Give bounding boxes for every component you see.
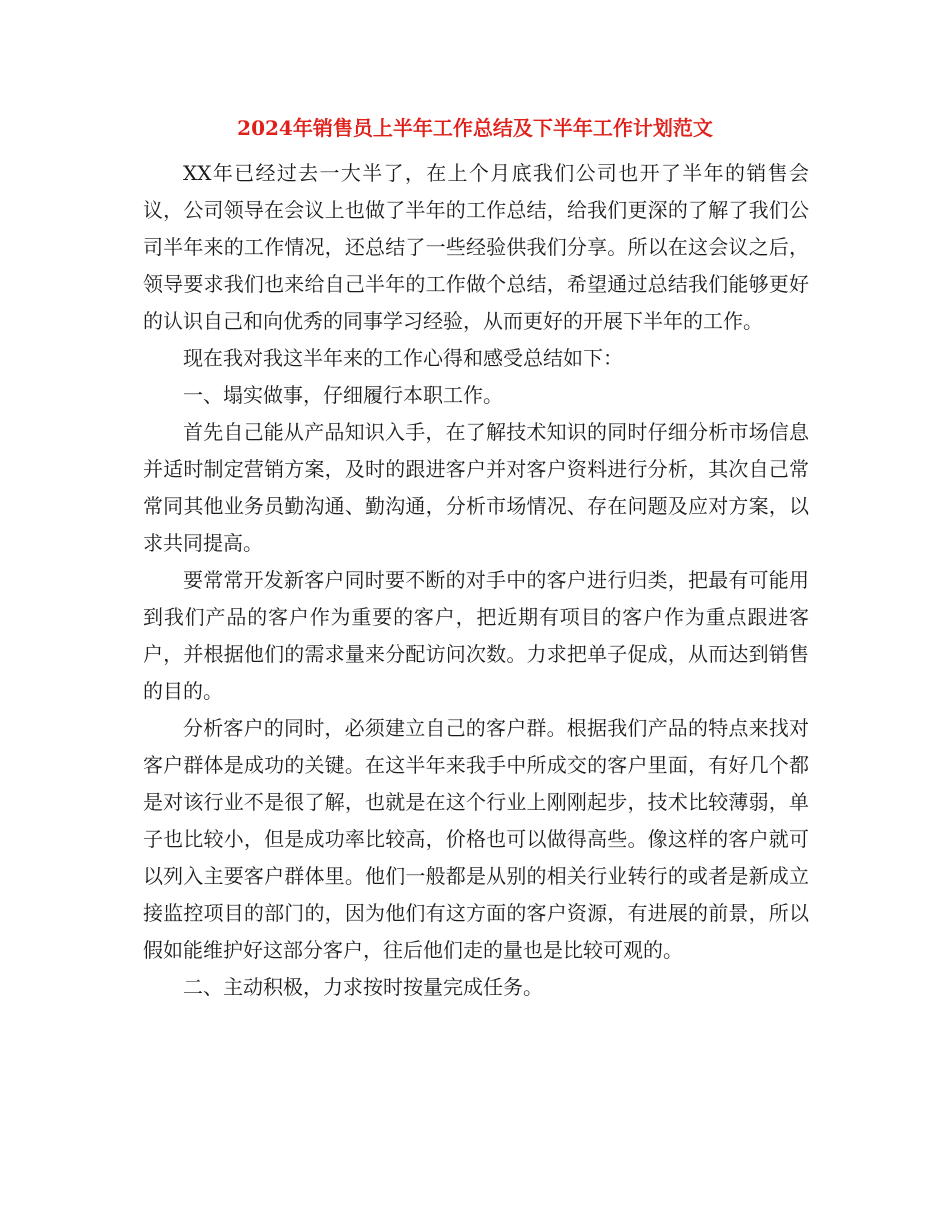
- paragraph-summary-lead: 现在我对我这半年来的工作心得和感受总结如下：: [183, 346, 623, 370]
- paragraph-product-knowledge: 首先自己能从产品知识入手，在了解技术知识的同时仔细分析市场信息并适时制定营销方案，及时的跟进客户并对客户资料进行分析，其次自己常常同其他业务员勤沟通、勤沟通，分析市场情况、存在问题及应对方案，以求共同提高。: [143, 420, 809, 555]
- document-body: [143, 155, 809, 1006]
- paragraph-new-customers: 要常常开发新客户同时要不断的对手中的客户进行归类，把最有可能用到我们产品的客户作为重要的客户，把近期有项目的客户作为重点跟进客户，并根据他们的需求量来分配访问次数。力求把单子促成，从而达到销售的目的。: [143, 568, 809, 703]
- paragraph-customer-groups: 分析客户的同时，必须建立自己的客户群。根据我们产品的特点来找对客户群体是成功的关键。在这半年来我手中所成交的客户里面，有好几个都是对该行业不是很了解，也就是在这个行业上刚刚起步，技术比较薄弱，单子也比较小，但是成功率比较高，价格也可以做得高些。像这样的客户就可以列入主要客户群体里。他们一般都是从别的相关行业转行的或者是新成立接监控项目的部门的，因为他们有这方面的客户资源，有进展的前景，所以假如能维护好这部分客户，往后他们走的量也是比较可观的。: [143, 716, 809, 962]
- document-title: 2024年销售员上半年工作总结及下半年工作计划范文: [237, 116, 713, 140]
- paragraph-intro: XX年已经过去一大半了，在上个月底我们公司也开了半年的销售会议，公司领导在会议上也做了半年的工作总结，给我们更深的了解了我们公司半年来的工作情况，还总结了一些经验供我们分享。所以在这会议之后，领导要求我们也来给自己半年的工作做个总结，希望通过总结我们能够更好的认识自己和向优秀的同事学习经验，从而更好的开展下半年的工作。: [143, 161, 809, 333]
- section-heading-1: 一、塌实做事，仔细履行本职工作。: [183, 383, 503, 407]
- section-heading-2: 二、主动积极，力求按时按量完成任务。: [183, 975, 543, 999]
